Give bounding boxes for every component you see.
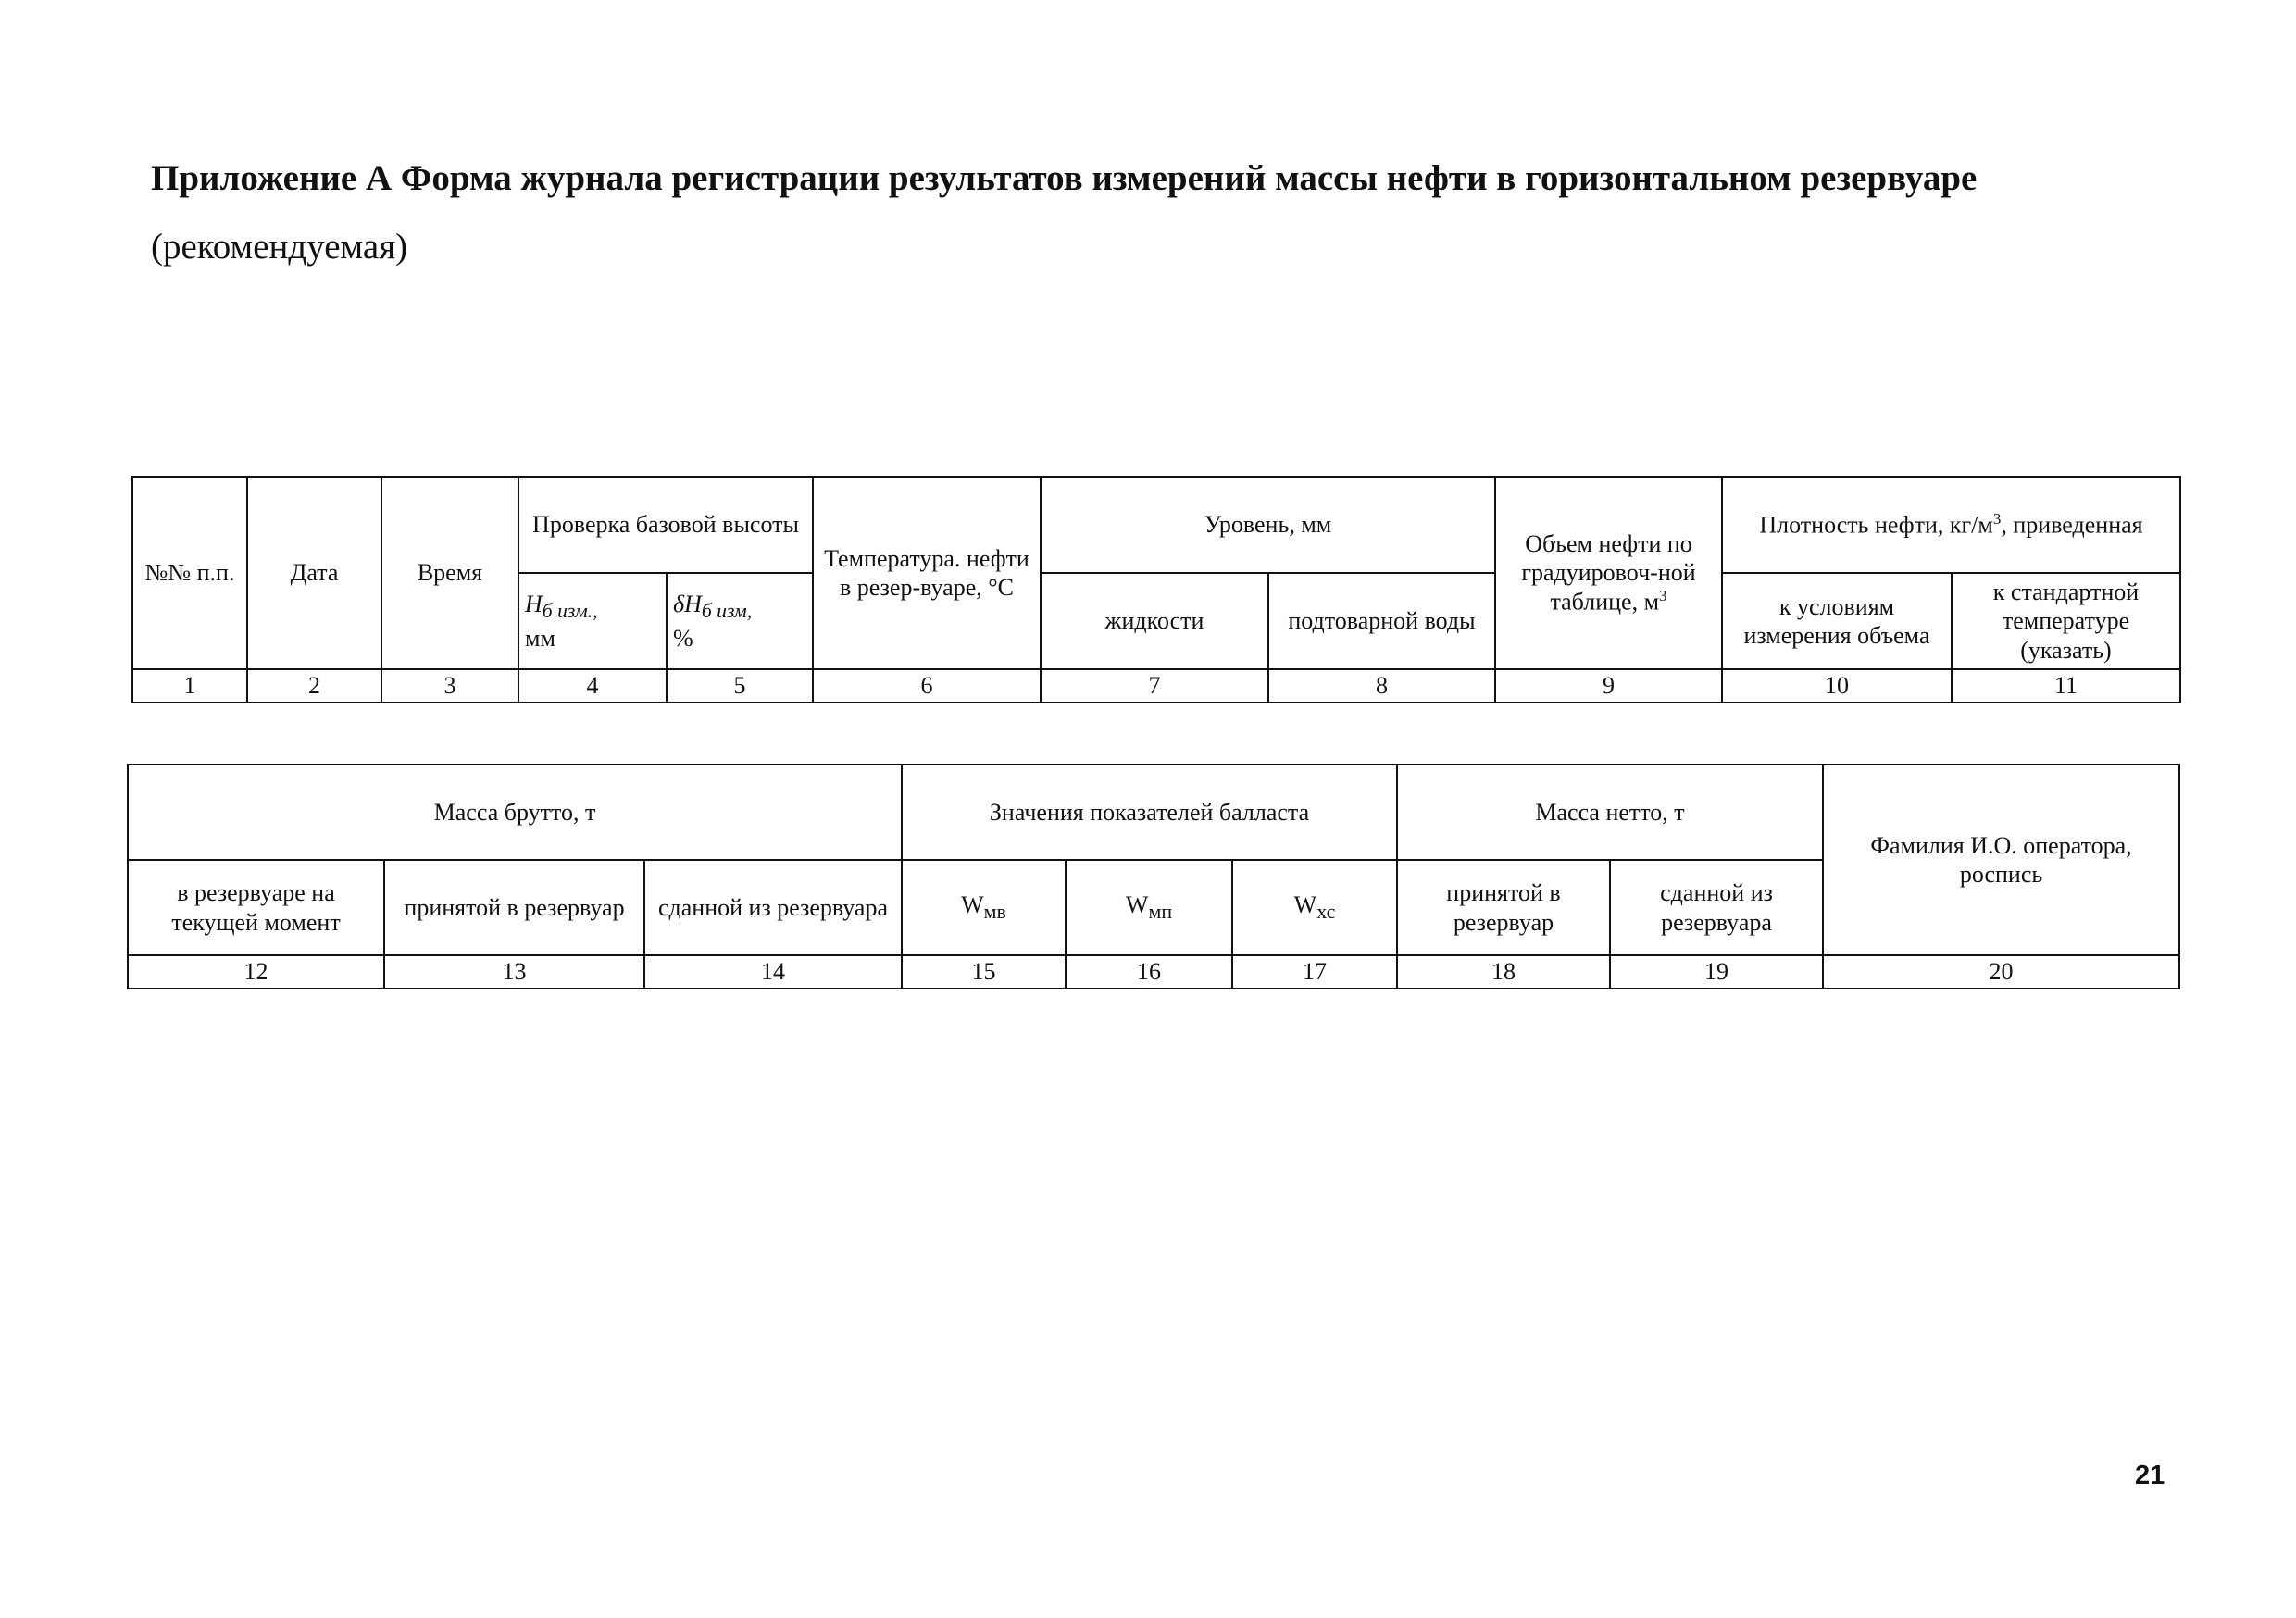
column-number: 5 xyxy=(667,669,813,703)
column-number: 17 xyxy=(1232,955,1397,989)
header-dhb: $\delta H_{б изм,}$ % xyxy=(667,573,813,669)
header-level: Уровень, мм xyxy=(1041,477,1495,573)
header-time: Время xyxy=(381,477,518,669)
page-title: Приложение А Форма журнала регистрации результатов измерений массы нефти в горизонтальном резервуаре xyxy=(151,158,1978,198)
header-density-measurement: к условиям измерения объема xyxy=(1722,573,1952,669)
header-w-mp: $W_{мп}$ xyxy=(1066,860,1232,955)
header-w-mv: $W_{мв}$ xyxy=(902,860,1066,955)
header-net-mass: Масса нетто, т xyxy=(1397,765,1823,860)
journal-table-part-1 xyxy=(131,476,2181,703)
column-number: 6 xyxy=(813,669,1041,703)
header-base-check: Проверка базовой высоты xyxy=(518,477,813,573)
header-level-liquid: жидкости xyxy=(1041,573,1268,669)
column-number: 7 xyxy=(1041,669,1268,703)
column-number: 8 xyxy=(1268,669,1495,703)
page-number: 21 xyxy=(2135,1461,2165,1490)
header-volume: Объем нефти по градуировоч-ной таблице, $м^3$ xyxy=(1495,477,1722,669)
header-operator: Фамилия И.О. оператора, роспись xyxy=(1823,765,2179,955)
header-date: Дата xyxy=(247,477,381,669)
column-number: 1 xyxy=(132,669,247,703)
column-number: 12 xyxy=(128,955,384,989)
header-net-out: сданной из резервуара xyxy=(1610,860,1823,955)
column-number: 3 xyxy=(381,669,518,703)
header-w-xs: $W_{хс}$ xyxy=(1232,860,1397,955)
page-subtitle: (рекомендуемая) xyxy=(151,227,408,267)
column-number: 20 xyxy=(1823,955,2179,989)
column-number: 16 xyxy=(1066,955,1232,989)
header-temperature: Температура. нефти в резер-вуаре, °С xyxy=(813,477,1041,669)
header-density-standard: к стандартной температуре (указать) xyxy=(1952,573,2180,669)
column-number: 15 xyxy=(902,955,1066,989)
header-gross-current: в резервуаре на текущей момент xyxy=(128,860,384,955)
column-number: 11 xyxy=(1952,669,2180,703)
column-number: 9 xyxy=(1495,669,1722,703)
column-number: 14 xyxy=(644,955,902,989)
journal-table-part-2 xyxy=(127,764,2180,989)
header-ballast: Значения показателей балласта xyxy=(902,765,1397,860)
header-density: Плотность нефти, $кг/м^3$, приведенная xyxy=(1722,477,2180,573)
header-hb: $H_{б изм.,}$ мм xyxy=(518,573,667,669)
header-level-water: подтоварной воды xyxy=(1268,573,1495,669)
header-gross-mass: Масса брутто, т xyxy=(128,765,902,860)
header-gross-in: принятой в резервуар xyxy=(384,860,644,955)
column-number: 18 xyxy=(1397,955,1610,989)
column-number: 19 xyxy=(1610,955,1823,989)
column-number: 4 xyxy=(518,669,667,703)
header-gross-out: сданной из резервуара xyxy=(644,860,902,955)
header-nn: №№ п.п. xyxy=(132,477,247,669)
header-net-in: принятой в резервуар xyxy=(1397,860,1610,955)
column-number: 13 xyxy=(384,955,644,989)
column-number: 2 xyxy=(247,669,381,703)
column-number: 10 xyxy=(1722,669,1952,703)
